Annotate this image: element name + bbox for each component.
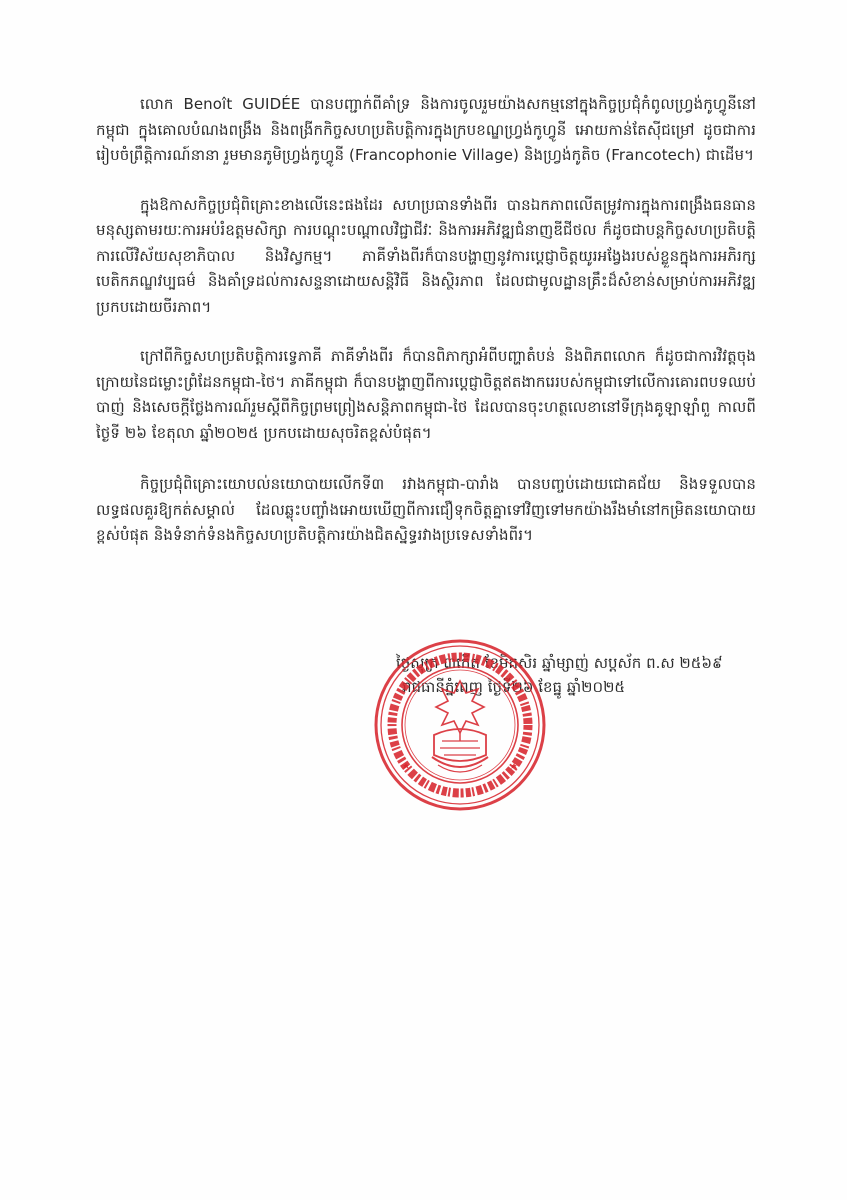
paragraph-2: ក្នុងឱកាសកិច្ចប្រជុំពិគ្រោះខាងលើនេះផងដែរ សហប្រធានទាំងពីរ បានឯកភាពលើតម្រូវការក្នុងការពង្រឹងធនធានមនុស្សតាមរយៈការអប់រំឧត្តមសិក្សា ការបណ្តុះបណ្តាលវិជ្ជាជីវៈ និងការអភិវឌ្ឍជំនាញឌីជីថល ក៏ដូចជាបន្តកិច្ចសហប្រតិបត្តិការលើវិស័យសុខាភិបាល និងវិស្វកម្ម។ ភាគីទាំងពីរក៏បានបង្ហាញនូវការប្តេជ្ញាចិត្តយូរអង្វែងរបស់ខ្លួនក្នុងការអភិរក្សបេតិកភណ្ឌវប្បធម៌ និងគាំទ្រដល់ការសន្ទនាដោយសន្តិវិធី និងស្ថិរភាព ដែលជាមូលដ្ឋានគ្រឹះដ៏សំខាន់សម្រាប់ការអភិវឌ្ឍប្រកបដោយចីរភាព។	[96, 195, 756, 316]
lunar-date-line: ថ្ងៃសុក្រ ៣កើត ខែមិគសិរ ឆ្នាំម្សាញ់ សប្តស័ក ព.ស ២៥៦៩	[396, 654, 723, 672]
paragraph-4: កិច្ចប្រជុំពិគ្រោះយោបល់នយោបាយលើកទី៣ រវាងកម្ពុជា-បារាំង បានបញ្ចប់ដោយជោគជ័យ និងទទួលបានលទ្ធផលគួរឱ្យកត់សម្គាល់ ដែលឆ្លុះបញ្ចាំងអោយឃើញពីការជឿទុកចិត្តគ្នាទៅវិញទៅមកយ៉ាងរឹងមាំនៅកម្រិតនយោបាយខ្ពស់បំផុត និងទំនាក់ទំនងកិច្ចសហប្រតិបត្តិការយ៉ាងជិតស្និទ្ធរវាងប្រទេសទាំងពីរ។	[96, 475, 756, 544]
date-signature-block	[396, 651, 776, 699]
place-date-line: រាជធានីភ្នំពេញ ថ្ងៃទី២៦ ខែធ្នូ ឆ្នាំ២០២៥	[402, 678, 626, 696]
paragraph-3: ក្រៅពីកិច្ចសហប្រតិបត្តិការទ្វេភាគី ភាគីទាំងពីរ ក៏បានពិភាក្សាអំពីបញ្ហាតំបន់ និងពិភពលោក ក៏ដូចជាការវិវត្តចុងក្រោយនៃជម្លោះព្រំដែនកម្ពុជា-ថៃ។ ភាគីកម្ពុជា ក៏បានបង្ហាញពីការប្តេជ្ញាចិត្តឥតងាករេរបស់កម្ពុជាទៅលើការគោរពបទឈប់បាញ់ និងសេចក្តីថ្លែងការណ៍រួមស្តីពីកិច្ចព្រមព្រៀងសន្តិភាពកម្ពុជា-ថៃ ដែលបានចុះហត្ថលេខានៅទីក្រុងគូឡាឡាំពួ កាលពីថ្ងៃទី ២៦ ខែតុលា ឆ្នាំ២០២៥ ប្រកបដោយសុចរិតខ្ពស់បំផុត។	[96, 347, 756, 442]
document-body	[96, 92, 756, 571]
paragraph-1: លោក Benoît GUIDÉE បានបញ្ជាក់ពីគាំទ្រ និងការចូលរួមយ៉ាងសកម្មនៅក្នុងកិច្ចប្រជុំកំពូលហ្វ្រង់កូហ្វូនីនៅកម្ពុជា ក្នុងគោលបំណងពង្រឹង និងពង្រីកកិច្ចសហប្រតិបត្តិការក្នុងក្របខណ្ឌហ្វ្រង់កូហ្វូនី អោយកាន់តែស៊ីជម្រៅ ដូចជាការរៀបចំព្រឹត្តិការណ៍នានា រួមមានភូមិហ្វ្រង់កូហ្វូនី (Francophonie Village) និងហ្វ្រង់កូតិច (Francotech) ជាដើម។	[96, 95, 756, 164]
